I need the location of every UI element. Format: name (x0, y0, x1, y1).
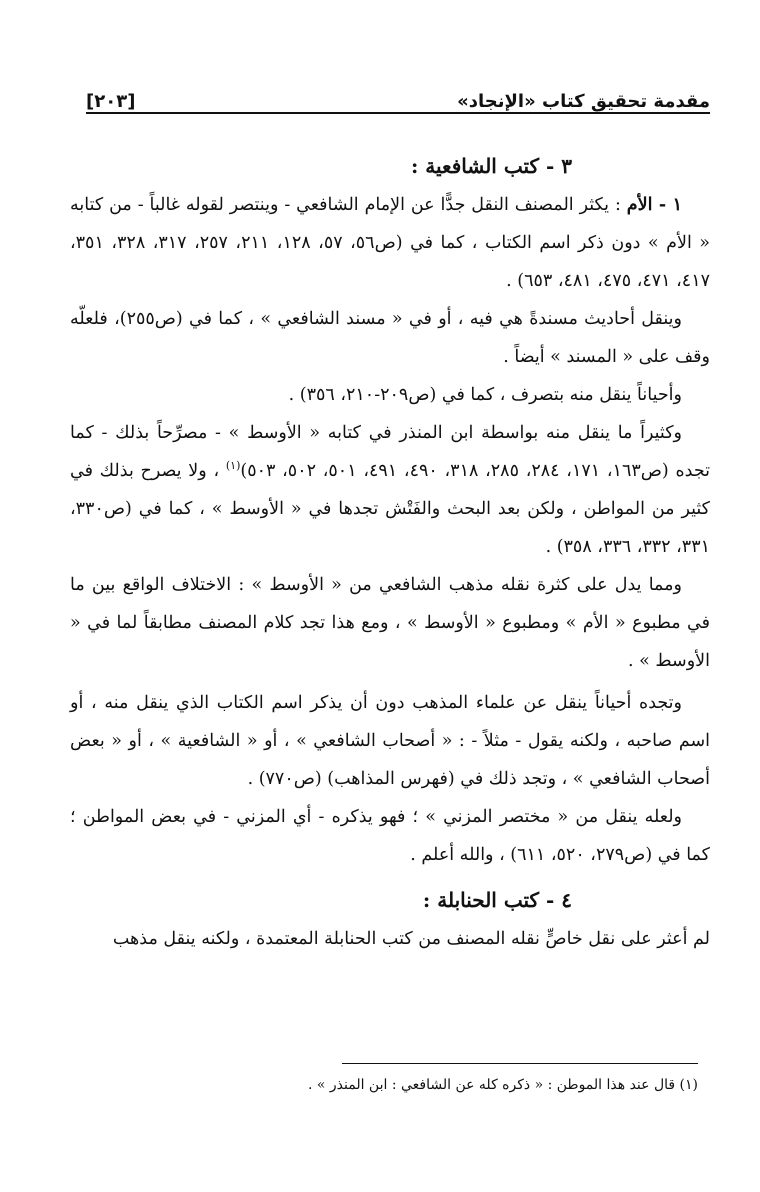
paragraph-al-umm (70, 186, 710, 300)
paragraph-lead: ١ - الأم (626, 195, 682, 215)
paragraph-muzani: ولعله ينقل من « مختصر المزني » ؛ فهو يذكره - أي المزني - في بعض المواطن ؛ كما في (ص٢٧٩، ٥٢٠، ٦١١) ، والله أعلم . (70, 807, 710, 865)
page-number: [٢٠٣] (86, 91, 136, 112)
page-header (86, 72, 710, 112)
paragraph-musnad: وينقل أحاديث مسندةً هي فيه ، أو في « مسند الشافعي » ، كما في (ص٢٥٥)، فلعلّه وقف على « المسند » أيضاً . (70, 309, 710, 367)
footnote: (١) قال عند هذا الموطن : « ذكره كله عن الشافعي : ابن المنذر » . (307, 1077, 698, 1093)
header-rule (86, 112, 710, 114)
paragraph-paraphrase: وأحياناً ينقل منه بتصرف ، كما في (ص٢٠٩-٢١٠، ٣٥٦) . (288, 385, 682, 405)
paragraph-text: : يكثر المصنف النقل جدًّا عن الإمام الشافعي - وينتصر لقوله غالباً - من كتابه « الأم » دون ذكر اسم الكتاب ، كما في (ص٥٦، ٥٧، ١٢٨، ٢١١، ٢٥٧، ٣١٧، ٣٢٨، ٣٥١، ٤١٧، ٤٧١، ٤٧٥، ٤٨١، ٦٥٣) . (70, 195, 711, 291)
paragraph-evidence: ومما يدل على كثرة نقله مذهب الشافعي من « الأوسط » : الاختلاف الواقع بين ما في مطبوع « الأم » ومطبوع « الأوسط » ، ومع هذا تجد كلام المصنف مطابقاً لما في « الأوسط » . (70, 575, 710, 671)
footnote-separator (342, 1063, 698, 1064)
paragraph-hanabila: لم أعثر على نقل خاصٍّ نقله المصنف من كتب الحنابلة المعتمدة ، ولكنه ينقل مذهب (112, 929, 710, 949)
section-heading-shafii: ٣ - كتب الشافعية : (410, 154, 572, 178)
paragraph-text-continued: ، ولا يصرح بذلك في كثير من المواطن ، ولكن بعد البحث والفَتْش تجدها في « الأوسط » ، كما في (ص٣٣٠، ٣٣١، ٣٣٢، ٣٣٦، ٣٥٨) . (70, 461, 710, 557)
paragraph-al-awsat (70, 414, 710, 566)
section-heading-hanabila: ٤ - كتب الحنابلة : (422, 888, 572, 912)
paragraph-text: وكثيراً ما ينقل منه بواسطة ابن المنذر في كتابه « الأوسط » - مصرِّحاً بذلك - كما تجده (ص١٦٣، ١٧١، ٢٨٤، ٢٨٥، ٣١٨، ٤٩٠، ٤٩١، ٥٠١، ٥٠٢، ٥٠٣) (70, 423, 710, 481)
footnote-reference[interactable]: (١) (225, 459, 241, 473)
paragraph-scholars: وتجده أحياناً ينقل عن علماء المذهب دون أن يذكر اسم الكتاب الذي ينقل منه ، أو اسم صاحبه ، ولكنه يقول - مثلاً - : « أصحاب الشافعي » ، أو « الشافعية » ، أو « بعض أصحاب الشافعي » ، وتجد ذلك في (فهرس المذاهب) (ص٧٧٠) . (70, 693, 710, 789)
body-text (70, 146, 710, 958)
running-title: مقدمة تحقيق كتاب «الإنجاد» (457, 91, 710, 112)
